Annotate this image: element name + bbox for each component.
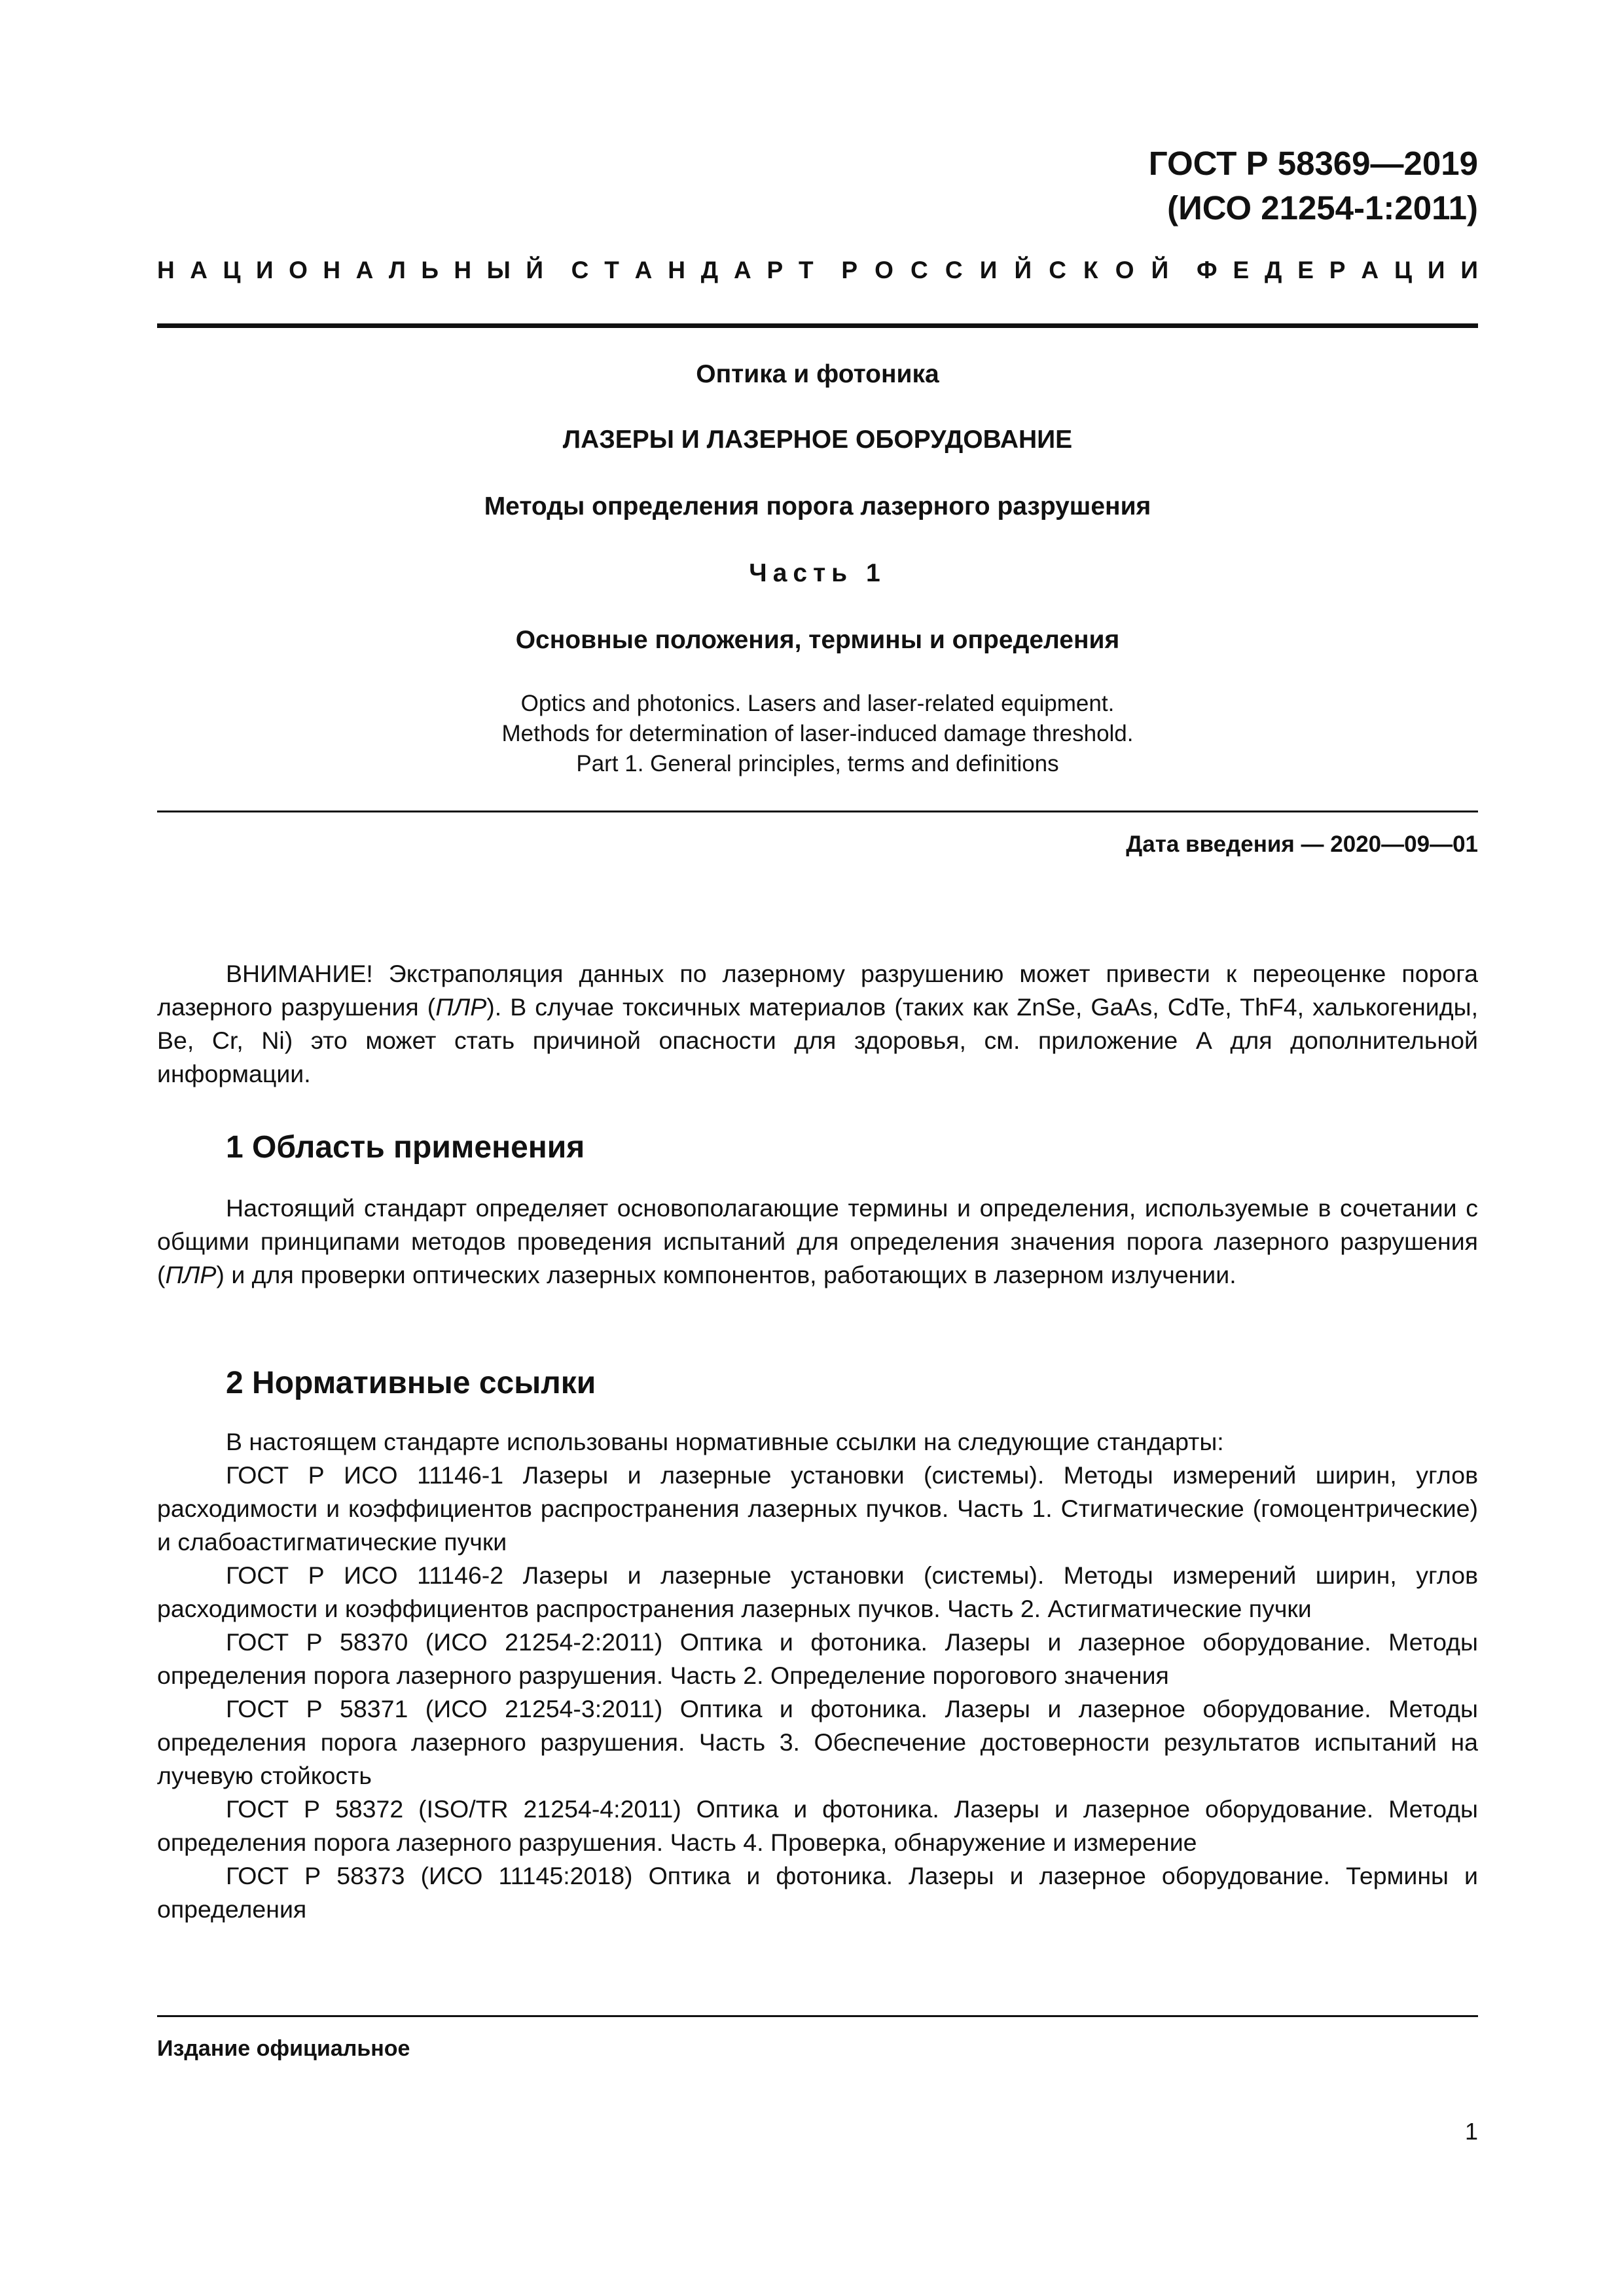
national-title-letter: С [945, 257, 963, 283]
footer-rule [157, 2015, 1478, 2017]
standard-number: ГОСТ Р 58369—2019 [1148, 145, 1478, 182]
national-title-word [841, 257, 1168, 284]
national-title-letter: О [1115, 257, 1134, 283]
national-title-letter: Н [157, 257, 175, 283]
section-2-heading: 2 Нормативные ссылки [226, 1366, 596, 1400]
national-standard-title [157, 257, 1478, 284]
national-title-letter: Д [700, 257, 719, 283]
english-title [157, 689, 1478, 779]
title-subject: Методы определения порога лазерного разрушения [484, 492, 1151, 520]
section-1-text: Настоящий стандарт определяет основополагающие термины и определения, используемые в сочетании с общими принципами методов проведения испытаний для определения значения порога лазерного разрушения ( [157, 1194, 1478, 1288]
normative-references [157, 1425, 1478, 1926]
national-title-letter: Т [604, 257, 619, 283]
page-number: 1 [1464, 2118, 1478, 2145]
national-title-letter: К [1083, 257, 1098, 283]
national-title-letter: Ц [223, 257, 241, 283]
english-title-line: Part 1. General principles, terms and definitions [576, 751, 1059, 776]
national-title-letter: А [190, 257, 208, 283]
reference-item: ГОСТ Р 58372 (ISO/TR 21254-4:2011) Оптика и фотоника. Лазеры и лазерное оборудование. Методы определения порога лазерного разрушения. Часть 4. Проверка, обнаружение и измерение [157, 1795, 1478, 1856]
national-title-letter: Д [1265, 257, 1282, 283]
reference-item: ГОСТ Р 58370 (ИСО 21254-2:2011) Оптика и фотоника. Лазеры и лазерное оборудование. Методы определения порога лазерного разрушения. Часть 2. Определение порогового значения [157, 1628, 1478, 1689]
national-title-letter: С [571, 257, 589, 283]
national-title-letter: О [289, 257, 308, 283]
national-title-letter: Ы [486, 257, 511, 283]
standard-number-block [1149, 141, 1478, 230]
header-rule [157, 323, 1478, 328]
references-intro: В настоящем стандарте использованы нормативные ссылки на следующие стандарты: [226, 1428, 1224, 1455]
english-title-line: Optics and photonics. Lasers and laser-related equipment. [520, 691, 1115, 716]
national-title-letter: А [1361, 257, 1379, 283]
reference-item: ГОСТ Р ИСО 11146-1 Лазеры и лазерные установки (системы). Методы измерений ширин, углов расходимости и коэффициентов распространения лазерных пучков. Часть 1. Стигматические (гомоцентрические) и слабоастигматические пучки [157, 1461, 1478, 1556]
national-title-letter: Н [668, 257, 685, 283]
section-1-text: ) и для проверки оптических лазерных компонентов, работающих в лазерном излучении. [216, 1261, 1236, 1288]
title-part-name: Основные положения, термины и определения [515, 626, 1120, 654]
section-1-abbr: ПЛР [165, 1261, 217, 1288]
national-title-letter: И [256, 257, 274, 283]
national-title-letter: Р [841, 257, 857, 283]
national-title-letter: Ь [421, 257, 439, 283]
national-title-letter: Й [1151, 257, 1169, 283]
title-field: Оптика и фотоника [696, 360, 939, 388]
warning-abbr: ПЛР [435, 993, 487, 1021]
national-title-letter: А [733, 257, 751, 283]
national-title-letter: Л [388, 257, 406, 283]
title-main: ЛАЗЕРЫ И ЛАЗЕРНОЕ ОБОРУДОВАНИЕ [562, 426, 1073, 454]
national-title-letter: Ф [1196, 257, 1218, 283]
title-part: Часть 1 [749, 559, 886, 587]
national-title-letter: Р [767, 257, 784, 283]
warning-text: ВНИМАНИЕ! Экстраполяция данных по лазерному разрушению может привести к переоценке порога лазерного разрушения ( [157, 960, 1478, 1021]
national-title-letter: Й [526, 257, 543, 283]
national-title-word [1197, 257, 1478, 284]
national-title-word [157, 257, 543, 284]
national-title-letter: А [634, 257, 653, 283]
english-title-line: Methods for determination of laser-induced damage threshold. [501, 721, 1134, 746]
national-title-letter: Й [1014, 257, 1032, 283]
warning-paragraph [157, 957, 1478, 1091]
iso-equivalent: (ИСО 21254-1:2011) [1167, 189, 1478, 227]
reference-item: ГОСТ Р 58371 (ИСО 21254-3:2011) Оптика и фотоника. Лазеры и лазерное оборудование. Методы определения порога лазерного разрушения. Часть 3. Обеспечение достоверности результатов испытаний на лучевую стойкость [157, 1695, 1478, 1789]
national-title-letter: Н [454, 257, 472, 283]
national-title-letter: И [1460, 257, 1478, 283]
national-title-word [571, 257, 814, 284]
national-title-letter: С [1049, 257, 1066, 283]
national-title-letter: О [875, 257, 893, 283]
national-title-letter: А [355, 257, 374, 283]
edition-label: Издание официальное [157, 2036, 410, 2061]
national-title-letter: Н [323, 257, 341, 283]
national-title-letter: И [1427, 257, 1445, 283]
title-rule [157, 811, 1478, 812]
national-title-letter: Р [1329, 257, 1346, 283]
national-title-letter: Е [1233, 257, 1250, 283]
introduction-date: Дата введения — 2020—09—01 [1126, 831, 1478, 857]
national-title-letter: Ц [1394, 257, 1412, 283]
national-title-letter: И [979, 257, 998, 283]
reference-item: ГОСТ Р 58373 (ИСО 11145:2018) Оптика и фотоника. Лазеры и лазерное оборудование. Термины и определения [157, 1862, 1478, 1923]
reference-item: ГОСТ Р ИСО 11146-2 Лазеры и лазерные установки (системы). Методы измерений ширин, углов расходимости и коэффициентов распространения лазерных пучков. Часть 2. Астигматические пучки [157, 1561, 1478, 1622]
warning-text: ). В случае токсичных материалов (таких как ZnSe, GaAs, CdTe, ThF4, халькогениды, Be, Cr, Ni) это может стать причиной опасности для здоровья, см. приложение А для дополнительной информации. [157, 993, 1478, 1087]
national-title-letter: Е [1297, 257, 1314, 283]
section-1-heading: 1 Область применения [226, 1130, 585, 1165]
section-1-paragraph [157, 1192, 1478, 1292]
national-title-letter: Т [799, 257, 814, 283]
national-title-letter: С [911, 257, 928, 283]
